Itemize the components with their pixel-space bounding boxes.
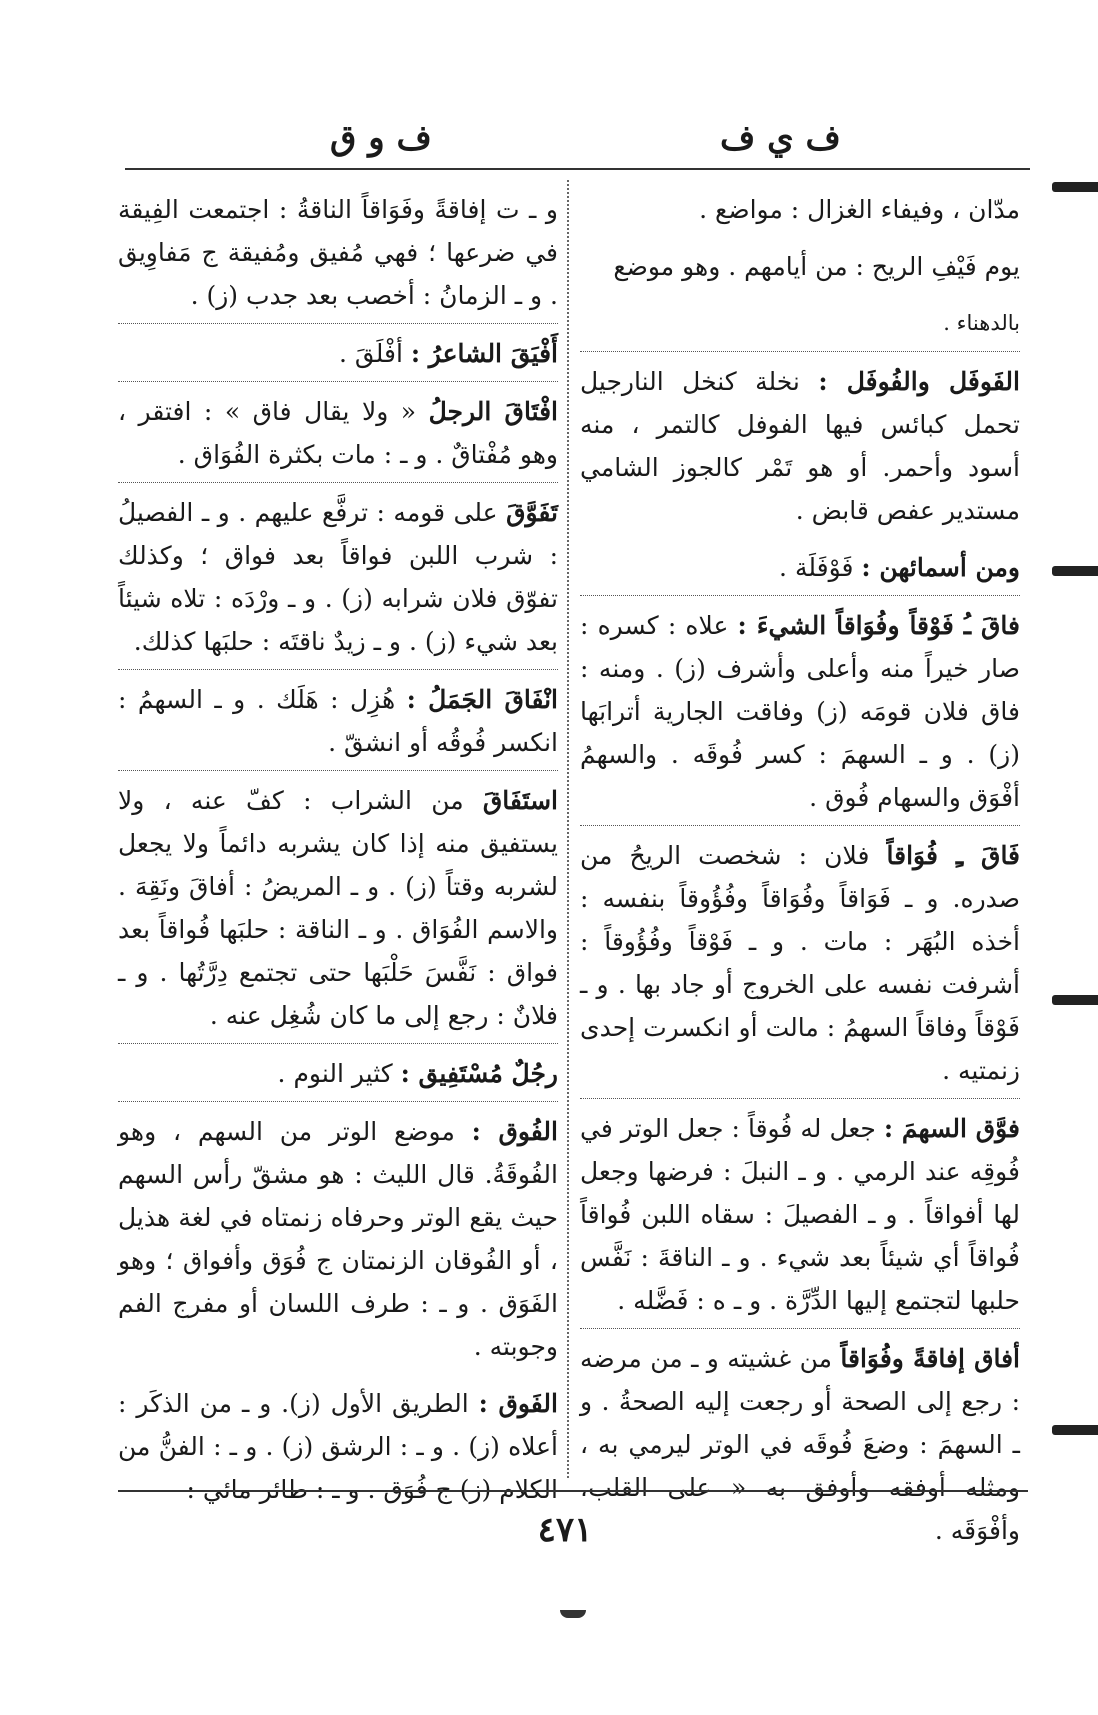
dictionary-entry [118,390,558,483]
thumb-index-mark [1052,995,1098,1005]
entry-headword: استَفَاقَ [482,786,558,815]
dictionary-entry [580,360,1020,538]
dictionary-entry [580,245,1020,294]
entry-definition: كثير النوم . [277,1059,393,1088]
bottom-print-mark [560,1610,586,1618]
entry-headword: الفَوق : [478,1389,558,1418]
dictionary-entry [580,834,1020,1099]
entry-definition: هُزِل : هَلَك . و ـ السهمُ : انكسر فُوقُه أو انشقّ . [118,685,558,757]
dictionary-entry [118,332,558,382]
page-header-root-right: ف ي ف [720,118,841,158]
entry-headword: انْفَاقَ الجَمَلُ : [406,685,559,714]
top-rule [125,168,1030,170]
dictionary-entry [580,1107,1020,1329]
entry-headword: الفُوق : [471,1117,558,1146]
dictionary-entry [118,1110,558,1374]
entry-definition: على قومه : ترفَّع عليهم . و ـ الفصيلُ : شرب اللبن فواقاً بعد فواق ؛ وكذلك تفوّق فلان شرابه (ز) . و ـ ورْدَه : تلاه شيئاً بعد شيء (ز) . و ـ زيدٌ ناقتَه : حلبَها كذلك. [118,498,558,656]
dictionary-entry [118,678,558,771]
entry-definition: مدّان ، وفيفاء الغزال : مواضع . [699,195,1020,224]
entry-headword: تَفَوَّقَ [506,498,558,527]
entry-headword: افْتَاقَ الرجلُ [428,397,559,426]
thumb-index-mark [1052,182,1098,192]
bottom-rule [118,1490,1028,1492]
entry-headword: الفَوفَل والفُوفَل : [818,367,1020,396]
thumb-index-mark [1052,1425,1098,1435]
dictionary-entry [580,546,1020,596]
entry-definition: يوم فَيْفِ الريح : من أيامهم . وهو موضع [613,252,1020,281]
entry-headword: أفاق إفاقةً وفُوَاقاً [840,1344,1020,1373]
dictionary-entry [118,1052,558,1102]
entry-definition: علاه : كسره : صار خيراً منه وأعلى وأشرف (ز) . ومنه : فاق فلان قومَه (ز) وفاقت الجارية أترابَها (ز) . و ـ السهمَ : كسر فُوقَه . والسهمُ أفْوَق والسهام فُوق . [580,611,1020,812]
entry-definition: جعل له فُوقاً : جعل الوتر في فُوقِه عند الرمي . و ـ النبلَ : فرضها وجعل لها أفواقاً . و ـ الفصيلَ : سقاه اللبن فُواقاً فُواقاً أي شيئاً بعد شيء . و ـ الناقةَ : نَفَّس حلبها لتجتمع إليها الدِّرَّة . و ـ ه : فَضَّله . [580,1114,1020,1315]
page-number: ٤٧١ [537,1510,593,1550]
entry-definition: بالدهناء . [943,311,1020,335]
dictionary-entry [580,302,1020,352]
entry-definition: فلان : شخصت الريحُ من صدره. و ـ فَوَاقاً وفُوَاقاً وفُؤُوقاً بنفسه : أخذه البُهَر : مات . و ـ فَوْقاً وفُؤُوقاً : أشرفت نفسه على الخروج أو جاد بها . و ـ فَوْقاً وفاقاً السهمُ : مالت أو انكسرت إحدى زنمتيه . [580,841,1020,1085]
dictionary-entry [118,491,558,670]
entry-definition: « ولا يقال فاق » : افتقر ، وهو مُفْتاقٌ . و ـ : مات بكثرة الفُوَاق . [118,397,558,469]
dictionary-entry [118,1382,558,1517]
entry-headword: فاقَ ـُ فَوْقاً وفُوَاقاً الشيءَ : [737,611,1021,640]
dictionary-entry [580,188,1020,237]
dictionary-entry [580,1337,1020,1558]
thumb-index-mark [1052,566,1098,576]
entry-headword: رجُلٌ مُسْتَفِيق : [400,1059,558,1088]
column-divider [567,180,569,1478]
entry-headword: فوَّق السهمَ : [883,1114,1020,1143]
page-header-root-left: ف و ق [330,118,432,158]
entry-definition: فَوْفَلَة . [779,553,854,582]
entry-definition: الطريق الأول (ز). و ـ من الذكَر : أعلاه (ز) . و ـ : الرشق (ز) . و ـ : الفنُّ من الكلام (ز) ج فُوَق . و ـ : طائر مائي : [118,1389,558,1504]
entry-definition: من غشيته و ـ من مرضه : رجع إلى الصحة أو رجعت إليه الصحةُ . و ـ السهمَ : وضعَ فُوقَه في الوتر ليرمي به ، ومثله أوفقه وأوفق به « على القلب، وأفْوَقَه . [580,1344,1020,1545]
entry-definition: موضع الوتر من السهم ، وهو الفُوقَةُ. قال الليث : هو مشقّ رأس السهم حيث يقع الوتر وحرفاه زنمتاه في لغة هذيل ، أو الفُوقان الزنمتان ج فُوَق وأفواق ؛ وهو الفَوَق . و ـ : طرف اللسان أو مفرج الفم وجوبته . [118,1117,559,1361]
entry-definition: من الشراب : كفّ عنه ، ولا يستفيق منه إذا كان يشربه دائماً ولا يجعل لشربه وقتاً (ز) . و ـ المريضُ : أفاقَ ونَقِهَ . والاسم الفُوَاق . و ـ الناقة : حلبَها فُواقاً بعد فواق : نَفَّسَ حَلْبَها حتى تجتمع دِرَّتُها . و ـ فلانٌ : رجع إلى ما كان شُغِل عنه . [118,786,558,1030]
entry-headword: فَاقَ ـِ فُوَاقاً [886,841,1021,870]
entry-headword: أَفْيَقَ الشاعرُ : [410,339,558,368]
entry-definition: و ـ ت إفاقةً وفَوَاقاً الناقةُ : اجتمعت الفِيقة في ضرعها ؛ فهي مُفيق ومُفيقة ج مَفاوِيق . و ـ الزمانُ : أخصب بعد جدب (ز) . [118,195,558,310]
entry-headword: ومن أسمائهن : [861,553,1020,582]
entry-definition: نخلة كنخل النارجيل تحمل كبائس فيها الفوفل كالتمر ، منه أسود وأحمر. أو هو تَمْر كالجوز الشامي مستدير عفص قابض . [580,367,1020,525]
right-column [580,188,1020,1566]
dictionary-entry [580,604,1020,826]
entry-definition: أفْلَقَ . [339,339,403,368]
dictionary-entry [118,779,558,1044]
left-column [118,188,558,1525]
dictionary-entry [118,188,558,324]
